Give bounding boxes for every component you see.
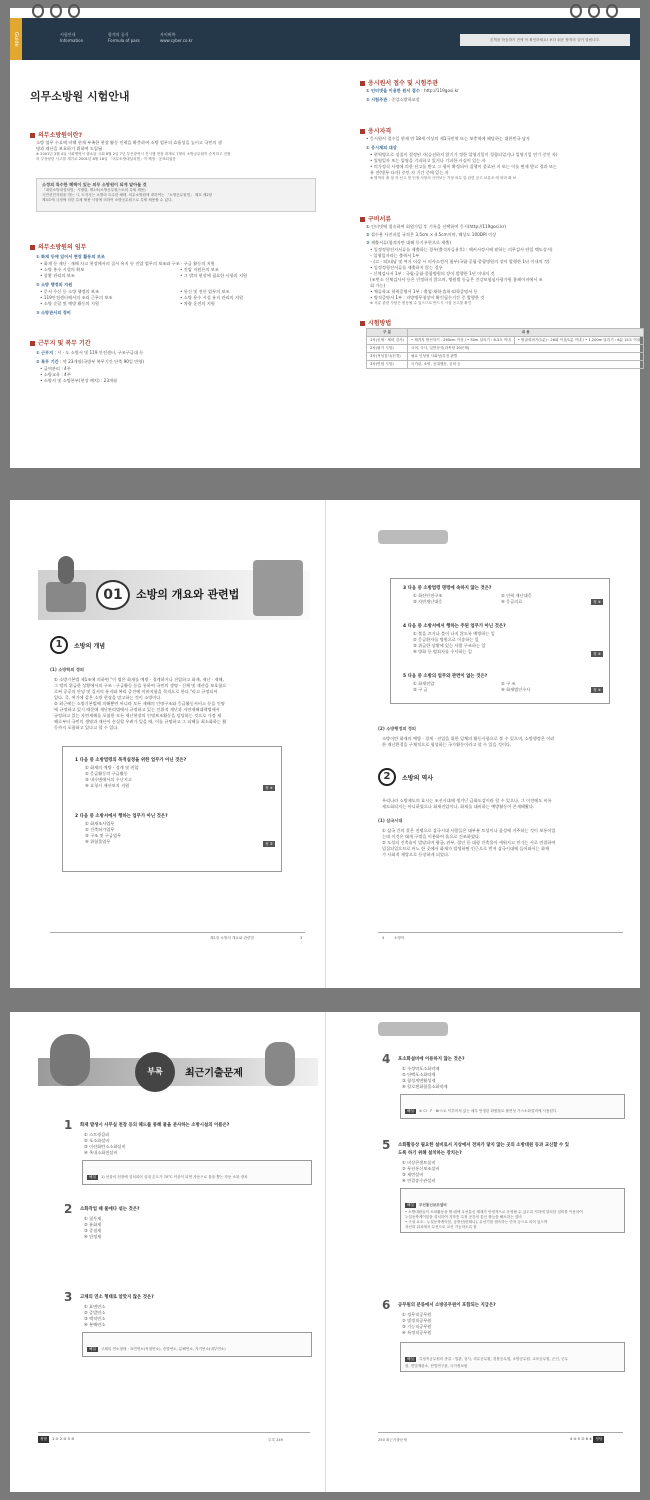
question-number: 4: [382, 1052, 391, 1066]
question: 4 다음 중 소방서에서 행하는 주된 업무가 아닌 것은?: [403, 624, 506, 629]
option-list: ① 수성막포소화약제 ② 단백포소화약제 ③ 합성계면활성제 ④ 할로겐화합물소화약제: [402, 1066, 448, 1089]
question: 포소화설비에 이용하지 않는 것은?: [398, 1057, 465, 1062]
binder-ring: [68, 4, 80, 18]
section-heading: 구비서류: [360, 214, 391, 223]
chapter-banner: [38, 570, 310, 620]
apply-line: ① 인터넷을 이용한 원서 접수 : http://119gosi.kr: [366, 88, 459, 93]
duty-list: • 문서 수신 등 소방 행정의 보조 • 119안전센터에서의 조리 근무의 보조 • 소방 순찰 및 예방 활동의 지원: [40, 289, 113, 306]
section-heading: 의무소방원이란?: [30, 130, 82, 139]
question: 고체의 연소 형태로 알맞지 않은 것은?: [80, 1295, 154, 1300]
page-title: 의무소방원 시험안내: [30, 90, 130, 103]
chapter-title: 소방의 개요와 관련법: [136, 588, 240, 601]
footer-book: 소방학: [394, 936, 405, 940]
subsection-title: (1) 소방학의 정의: [50, 667, 84, 672]
section-title: 소방의 개념: [74, 643, 106, 650]
numbered-subheading: ② 소방 행정의 지원: [36, 282, 73, 287]
section-title: 소방의 역사: [402, 775, 434, 782]
option-list: ① 화재의 예방 · 경계 및 진압 ② 응급활동의 구급활동 ③ 내수면에서의 수난지고 ④ 요청시 재산보지 지원: [85, 765, 139, 788]
question: 공무원의 분류에서 소방공무원이 포함되는 지급은?: [398, 1303, 496, 1308]
section-heading: 의무소방원의 임무: [30, 242, 86, 251]
page-number: 부록 249: [268, 1438, 283, 1442]
answer-badge: 정 ④: [591, 651, 603, 657]
question-number: 3: [64, 1290, 73, 1304]
option-list: ② 구 조 ④ 화재범인수사: [501, 681, 531, 692]
question: 5 다음 중 소방의 업무와 관련이 없는 것은?: [403, 674, 488, 679]
fire-truck-illustration: [46, 582, 86, 612]
question-continued: 도록 하기 위해 설치하는 장치는?: [398, 1151, 462, 1156]
page-number: 4: [382, 936, 385, 940]
doc-list: • 일정정형진지서류를 제출하는 경우(출석자들유후) : 해커서정시에 팔하는 의무검사 단일 맥도상서) – 입영일자라는 출력서 1부 – (고 · 퇴)대남 및 여거 이상 시 의사소견서 첨부(국립·공립·종합병원의 장이 발행한 1년 이내의 것) • 일정정형진서류를 제출하지 않는 경우 – 신체검사서 1부 : 국립·공립·종합병원의 장이 발행한 1년 이내의 것 (조빈소 신체검사서 등은 인정하지 않으며, 병원별 등급은 건강보험심사평가원 홈페이지에서 조 회 가능) • 체류학교 학력증명서 1부 : 출업·재학·휴학·퇴학증명서 등 • 병적증명서 1부 : 지방병무청장이 확인필수기간 중 발행한 것 ※ 서류 관련 사항은 변동될 수 있으므로 반드시 시험 공고를 확인: [370, 247, 553, 305]
option-list: ① 침투제 ② 유화제 ③ 증점제 ④ 안정제: [84, 1216, 102, 1239]
option-list: ① 정무직공무원 ② 별정직공무원 ③ 기능직공무원 ④ 특정직공무원: [402, 1312, 432, 1335]
question: 소화활동상 필요한 설비로서 지상에서 전파가 닿지 않는 곳의 소방대원 등과 교신할 수 있: [398, 1143, 570, 1148]
chapter-number: 01: [96, 580, 130, 610]
option-list: ① 화재진압 ③ 구 급: [413, 681, 435, 692]
appendix-title: 최근기출문제: [185, 1068, 243, 1079]
exam-guide-page: [10, 8, 640, 468]
binder-ring: [606, 4, 618, 18]
table-row: 1차(신체 · 체력 검사) • 체격지 합선하기 : 265cm 이상 / • 50m 달리기 : 8.3초 이내 • 팔굽혀펴기(1분) : 26회 이상/1분 이내 / • 1,200m 달리기 : 6분 15초 이내: [367, 337, 644, 345]
subsection-title: (2) 소방행정의 정의: [378, 726, 416, 731]
doc-step: ② 접수용 사진파일 규격은 3.5cm × 4.5cm이며, 해상도 100DPI 이상: [366, 232, 497, 237]
explanation-tag: 해설: [407, 1357, 414, 1361]
section-heading: 응시원서 접수 및 시험주관: [360, 78, 438, 87]
question: 2 다음 중 소방서에서 행하는 업무가 아닌 것은?: [75, 814, 168, 819]
option-list: ① 표면연소 ② 증발연소 ③ 액적연소 ④ 분해연소: [84, 1304, 106, 1327]
answer-badge: 정 ④: [591, 687, 603, 693]
page-header-illustration: [378, 1022, 448, 1036]
duty-list: • 통신 및 전산 업무의 보조 • 소방 용수 시설 유지 관리의 지원 • 차량 운전의 지원: [180, 289, 244, 306]
host-line: ② 시험주관 : 중앙소방학교장: [366, 97, 420, 102]
explanation-tag: 해설: [89, 1347, 96, 1351]
body-paragraph: ① 삼국 간의 잦은 전쟁으로 삼국시대 사람들은 대부분 토성이나 움성에 거주하는 것이 보통이었 는데 이것은 대개 구별을 이용하여 흙으로 건조하였다. ② 도성의 건축술이 발달되며 왕궁, 관부, 절인 등 대형 건축물이 세워지고 민가는 서로 연결하여 밀집되었으므로 어느 한 곳에서 화재가 발생하면 인근으로 번져 삼국시대에 들어와서는 화재 가 사회적 재앙으로 등장하게 되었다.: [382, 828, 556, 857]
explanation-tag: 해설: [407, 1203, 414, 1207]
table-row: 3차(면접 시험) 국가관, 소양, 응대행동, 공의 등: [367, 361, 644, 369]
firefighter-illustration: [265, 1042, 295, 1086]
info-box: 소정의 특수한 혜택이 있는 의무 소방원이 되게 알아둘 것 「대한소방대설치법」시행령, 제1조(소방공무원으로의 특채 채용) 국민선전자원을 하는 시, 도지사는 소방의 특수한 혜택, 의무소방원에 대하여는 「소방공무원법」 제호 제2항 제3호에 규정에 의한 특채 채용 시험에 의하여 소방공무원으로 특채 채용할 수 있다.: [36, 178, 316, 212]
doc-step: ③ 제출서류(합격자만 대해 등기우편으로 제출): [366, 240, 451, 245]
explanation-box: 해설 특정직공무원의 종류 : 법관, 검사, 외무공무원, 경찰공무원, 소방공무원, 교육공무원, 군인, 군무 원, 헌법재판소, 헌법연구관, 국가정보원: [400, 1342, 625, 1372]
question: 3 다음 중 소방법령 명령에 속하지 않는 것은?: [403, 586, 492, 591]
table-row: 3차(적성검사/신경) 필요 인성형 사회성/특징 판별: [367, 353, 644, 361]
exclusion-list: • 현역병으로 징집이 결정된 자(승선하지 않기가 정한 입영기일이 경합되었거나 입영기일 연기 중인 자) • 입영일자 또는 입영을 기피하고 있거나 기피한 사실이 있는 자 • 의가정식 사정에 의한 선고를 받고 그 형이 확정되어 집행이 종료된 지 또는 이를 면제 받고 경과 또는 유 전(병무·다자) 중인 자 기간 중에 있는 자 ※ 병역의 출 형 자 선고 및 인정 사항의 사전보는 거형 의무 및 관한 공고 보유조 에 따라 확 보: [370, 152, 558, 180]
explanation-box: 해설 무선통신보조설비 • 소방대원들이 소화활동을 할 때에 무선통신 체계가 안정적으로 운영될 수 있도록 지하에 설치한 설비를 이용하여 누설동축케이블을 설치하여 지하층 특정 공간의 통신 불능을 해소하는 설비 • 구성 요소 : 누설동축케이블, 공중선(안테나), 무선기를 접속하는 단자 등으로 되어 있으며 자신의 위치에서 무선으로 교신 가능하도록 함: [400, 1188, 625, 1233]
practice-box: [62, 746, 282, 872]
period-list: • 급여관리 : 4주 • 소방교육 : 4주 • 소방서 및 소방본부(현장 배치) : 23개월: [40, 366, 118, 383]
answer-badge: 정 ④: [591, 599, 603, 605]
explanation-tag: 해설: [89, 1175, 96, 1179]
question: 소화작업 때 물에다 섞는 것은?: [80, 1207, 140, 1212]
service-period-line: ② 복무 기간 : 약 23개월(국방부 복무기간 단축 90일 반영): [36, 359, 144, 364]
explanation-box: 해설 고체의 연소형태 : 표면연소(직접연소), 증발연소, 분해연소, 자기연소(내부연소): [82, 1332, 312, 1357]
section-text: 소방 업무 수요에 비해 현재 부족한 현장 활동 인력을 확충하여 소방 업무의 효율성을 높이고 국민의 생 명과 재산을 보호하기 위하여 도입됨 ※ 2001년 3월 4일 사회병역시 출소된 국회 8월 2일 7년 부산광역시 전시행 현장 화재로 7명의 소방공무원이 순직하고 전원 의 부상당한 사고를 계기로 2001년 8월 18일 「의무소방대설치법」이 제정 · 공표되었음: [36, 140, 231, 161]
question-number: 5: [382, 1138, 391, 1152]
answer-badge: 정 ②: [263, 841, 275, 847]
building-illustration: [253, 560, 303, 616]
answer-key: 정답 1 ① 2 ③ 3 ③: [40, 1437, 75, 1441]
binder-ring: [32, 4, 44, 18]
numbered-subheading: ③ 소방관서의 경비: [36, 310, 71, 315]
nav-item: 사이버북 www.cyber.co.kr: [160, 32, 193, 43]
question-number: 6: [382, 1298, 391, 1312]
guide-tab: Guide: [10, 18, 22, 60]
exam-method-table: 구 분 내 용 1차(신체 · 체력 검사) • 체격지 합선하기 : 265cm 이상 / • 50m 달리기 : 8.3초 이내 • 팔굽혀펴기(1분) : 26회 이상/1분 이내 / • 1,200m 달리기 : 6분 15초 이내 2차(필기 시험) 국어, 국사, 일반상식(과목당 20문제) 3차(적성검사/신경) 필요 인성형 사회성/특징 판별 3차(면접 시험) 국가관, 소양, 응대행동, 공의 등: [366, 328, 644, 369]
practice-box: [390, 578, 610, 704]
nav-item: 합격의 공식 Formula of pass: [108, 32, 140, 43]
firefighter-illustration: [58, 556, 74, 584]
question-number: 2: [64, 1202, 73, 1216]
workplace-line: ① 근무지 : 시 · 도 소방서 및 119 안전센터, 구조구급대 등: [36, 350, 144, 355]
section-heading: 응시자격: [360, 126, 391, 135]
numbered-subheading: ① 응시제외 대상: [366, 145, 397, 150]
section-number: 1: [50, 636, 68, 654]
explanation-box: 해설 1) 선물의 천장에 설치되어 실내 온도가 70°C 이상이 되면 자동으로 물을 뿜는 자동 소화 장치: [82, 1160, 312, 1185]
body-paragraph: 소방이란 화재의 예방 · 경계 · 진압을 위한 일체의 활동사항으로 볼 수 있으며, 소방행정은 이러 한 재난환경을 구체적으로 형성하는 국가활동이라고 할 수 있을 것이다.: [382, 736, 555, 747]
header-tip: 본책을 학습하기 전에 꼭 확인하세요! 보다 쉬운 합격의 길이 열립니다.: [460, 34, 630, 46]
qualification-line: • 응시원서 접수일 현재 만 18세 이상의 제1국민역 또는 보충역에 해당하는 대한민국 남자: [366, 136, 530, 141]
page-header-bar: [10, 18, 640, 60]
appendix-tab: 부록: [135, 1052, 175, 1092]
option-list: ① 불을 끄거나 불이 나지 않도록 예방하는 일 ② 응급환자를 병원으로 이송하는 일 ③ 위급한 상황에 있는 사람 구조하는 일 ④ 방화 등 범죄자를 수사하는 일: [413, 631, 495, 654]
firefighter-illustration: [50, 1034, 90, 1086]
answer-key: 4 ④ 5 ② 6 ④ 정답: [570, 1437, 603, 1441]
section-heading: 시험방법: [360, 318, 391, 327]
page-gutter: [325, 1012, 326, 1492]
chapter-spread: [10, 500, 640, 988]
page-header-illustration: [378, 530, 448, 544]
option-list: ② 인력 재난대응 ④ 응급의료: [501, 593, 532, 604]
binder-ring: [588, 4, 600, 18]
question-number: 1: [64, 1118, 73, 1132]
page-gutter: [325, 500, 326, 988]
option-list: ① 화산안전구조 ③ 자연재난대응: [413, 593, 443, 604]
table-row: 2차(필기 시험) 국어, 국사, 일반상식(과목당 20문제): [367, 345, 644, 353]
binder-ring: [50, 4, 62, 18]
page-number: 250 최근기출문제: [378, 1438, 407, 1442]
appendix-spread: [10, 1012, 640, 1492]
option-list: ① 비상콘센트설비 ② 무선통신보조설비 ③ 제연설비 ④ 연결송수관설비: [402, 1160, 440, 1183]
question: 화재 발생시 사무실 천장 등의 헤드를 통해 물을 분사하는 소방시설의 이름은?: [80, 1123, 230, 1128]
body-paragraph: 우리나라 소방제도의 효시는 조선시대에 생겨난 금화도감이라 할 수 있으나, 그 이전에도 비록 제도화되지는 아니하였으나 화재진압이나, 화재를 대비하는 예방활동이 존재해왔다.: [382, 798, 552, 809]
duty-list: • 화재 등 재난 · 재해 사고 현장에서의 질서 유지 등 진압 업무의 보조와 구조 · 구급 활동의 지원 • 소방 홍수 시설의 확보 • 상황 관리의 보조: [40, 261, 215, 278]
subsection-title: (1) 삼국시대: [378, 818, 403, 823]
footer-chapter: 제1장 소방의 개요와 관련법: [210, 936, 254, 940]
section-heading: 근무지 및 복무 기간: [30, 338, 91, 347]
body-paragraph: ① 소방기본법 제1조에 의하면 "이 법은 화재를 예방 · 경계하거나 진압하고 화재, 재난 · 재해, 그 밖의 위급한 상황에서의 구조 · 구급활동 등을 통하여 국민의 생명 · 신체 및 재산을 보호함으 로써 공공의 안녕 및 질서의 유지와 복리 증진에 이바지함을 목적으로 한다."라고 규정되어 있다. 즉, 여기에 같은 소방 현장을 말고하는 것이 소방이다. ② 최근에는 소방기본법에 의해뿐만 아니라 모든 재해의 인명구조와 응급활동서비스 등을 인명 에 규정하고 있기 때문에 재난관리법에서 규정하고 있는 인위적 재난과 자연재해대책법에서 규정하고 있는 자연재해를 포함한 모든 재난현장의 인명보조활동을 담당하는 것으로 가정 재 해로부터 국민의 생명과 재산이 손실할 우려가 있을 때, 이를 규명하고 그 피해를 최소화하는 활 동까지 포함하고 있다고 할 수 있다.: [54, 677, 227, 730]
doc-step: ① 인터넷에 접속하여 회원가입 후 기록을 선택하여 응시(http://119gosi.kr): [366, 224, 507, 229]
explanation-tag: 해설: [407, 1109, 414, 1113]
page-number: 3: [300, 936, 303, 940]
explanation-box: 해설 ④ Cl · F · Br으로 이루어져 있는 매우 안정한 화합물로 불연성 가스소화설비에 사용된다.: [400, 1094, 625, 1119]
nav-item: 시험안내 Information: [60, 32, 84, 43]
option-list: ① 화재조사업무 ② 건축허가업무 ③ 구조 및 구급업무 ④ 위험물업무: [85, 821, 122, 844]
section-number: 2: [378, 768, 396, 786]
binder-ring: [570, 4, 582, 18]
numbered-subheading: ① 화재 등에 있어서 현장 활동의 보조: [36, 254, 105, 259]
answer-badge: 정 ④: [263, 785, 275, 791]
duty-list: • 진압 지원론의 보조 • 그 밖의 현장에 필요한 사항의 지원: [180, 267, 248, 278]
option-list: ① 스프링클러 ② 포소화설비 ③ 이산화탄소소화설비 ④ 옥내소화전설비: [84, 1132, 126, 1155]
question: 1 다음 중 소방법령의 목적실정을 위한 업무가 아닌 것은?: [75, 758, 187, 763]
